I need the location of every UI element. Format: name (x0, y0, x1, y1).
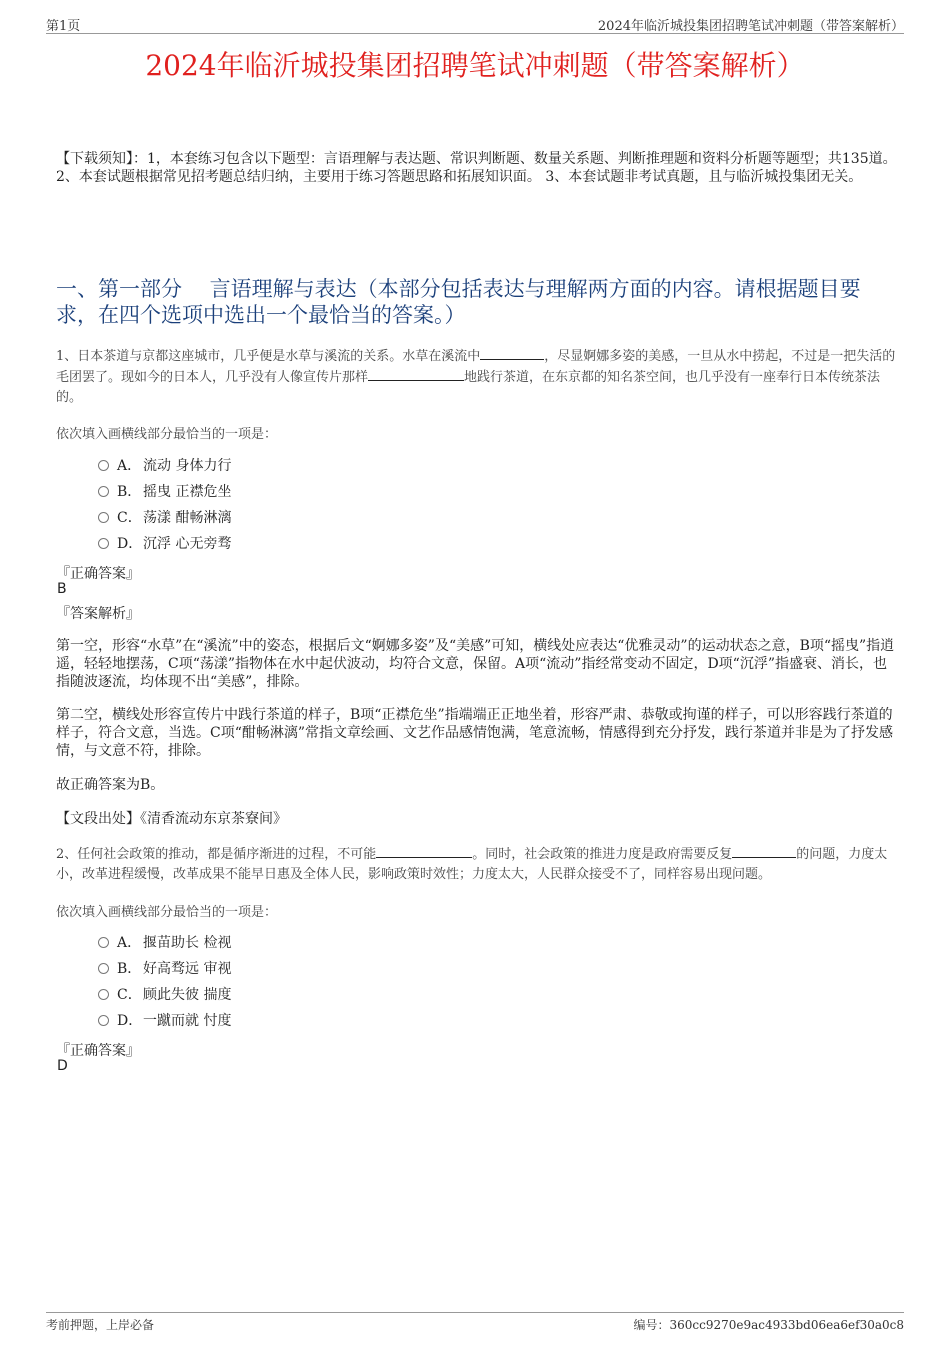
q1-answer: B (57, 581, 67, 597)
section-heading: 一、第一部分 言语理解与表达（本部分包括表达与理解两方面的内容。请根据题目要求，在四个选项中选出一个最恰当的答案。） (56, 277, 861, 327)
question-1-stem (56, 346, 898, 408)
q1-answer-label: 『正确答案』 (56, 566, 140, 582)
stem-text: ，尽显婀娜多姿的美感，一旦从水中捞起，不过是一把失活的毛团罢了。现如今的日本人，几乎没有人像宣传片那样 (56, 349, 896, 385)
stem-text: 。同时，社会政策的推进力度是政府需要反复 (472, 847, 733, 862)
option-text: 摇曳 正襟危坐 (143, 484, 232, 500)
q1-analysis-paragraph: 第二空，横线处形容宣传片中践行茶道的样子，B项“正襟危坐”指端端正正地坐着，形容严肃、恭敬或拘谨的样子，可以形容践行茶道的样子，符合文意，当选。C项“酣畅淋漓”常指文章绘画、文艺作品感情饱满，笔意流畅，情感得到充分抒发，践行茶道并非是为了抒发感情，与文意不符，排除。 (56, 707, 894, 759)
q2-option-b[interactable] (98, 959, 231, 979)
q1-source: 【文段出处】《清香流动东京茶寮间》 (56, 811, 287, 827)
q2-option-d[interactable] (98, 1011, 231, 1031)
option-text: 沉浮 心无旁骛 (143, 536, 232, 552)
radio-icon[interactable] (98, 538, 109, 549)
q1-option-b[interactable] (98, 482, 231, 502)
fill-blank (732, 844, 796, 858)
radio-icon[interactable] (98, 460, 109, 471)
option-letter: D． (117, 536, 143, 552)
option-text: 流动 身体力行 (143, 458, 232, 474)
radio-icon[interactable] (98, 989, 109, 1000)
q1-conclusion: 故正确答案为B。 (56, 777, 165, 793)
q2-answer-label: 『正确答案』 (56, 1043, 140, 1059)
option-letter: A． (117, 458, 142, 474)
q1-option-a[interactable] (98, 456, 231, 476)
page-footer (46, 1312, 904, 1332)
fill-blank (368, 367, 464, 381)
document-title: 2024年临沂城投集团招聘笔试冲刺题（带答案解析） (145, 49, 805, 82)
option-text: 顾此失彼 揣度 (143, 987, 232, 1003)
option-text: 一蹴而就 忖度 (143, 1013, 232, 1029)
header-doc-title: 2024年临沂城投集团招聘笔试冲刺题（带答案解析） (597, 19, 904, 34)
option-letter: D． (117, 1013, 143, 1029)
stem-text: 的问题，力度太小，改革进程缓慢，改革成果不能早日惠及全体人民，影响政策时效性；力度太大，人民群众接受不了，同样容易出现问题。 (56, 847, 888, 882)
footer-slogan: 考前押题，上岸必备 (46, 1318, 155, 1332)
question-2-prompt: 依次填入画横线部分最恰当的一项是： (56, 905, 278, 920)
question-1-prompt: 依次填入画横线部分最恰当的一项是： (56, 427, 278, 442)
footer-doc-id: 编号：360cc9270e9ac4933bd06ea6ef30a0c8 (633, 1318, 904, 1332)
stem-text: 2、任何社会政策的推动，都是循序渐进的过程，不可能 (56, 847, 377, 862)
option-letter: B． (117, 484, 142, 500)
radio-icon[interactable] (98, 512, 109, 523)
q1-option-c[interactable] (98, 508, 231, 528)
option-text: 荡漾 酣畅淋漓 (143, 510, 232, 526)
stem-text: 地践行茶道，在东京都的知名茶空间，也几乎没有一座奉行日本传统茶法的。 (56, 370, 881, 405)
question-2-stem (56, 844, 898, 885)
radio-icon[interactable] (98, 1015, 109, 1026)
option-letter: C． (117, 510, 142, 526)
page-number: 第1页 (46, 19, 81, 34)
option-text: 揠苗助长 检视 (143, 935, 232, 951)
q1-option-d[interactable] (98, 534, 231, 554)
q2-option-c[interactable] (98, 985, 231, 1005)
option-letter: B． (117, 961, 142, 977)
download-notice: 【下载须知】：1，本套练习包含以下题型：言语理解与表达题、常识判断题、数量关系题、判断推理题和资料分析题等题型；共135道。 2、本套试题根据常见招考题总结归纳，主要用于练习答题思路和拓展知识面。 3、本套试题非考试真题，且与临沂城投集团无关。 (56, 151, 897, 185)
option-letter: A． (117, 935, 142, 951)
option-text: 好高骛远 审视 (143, 961, 232, 977)
radio-icon[interactable] (98, 937, 109, 948)
stem-text: 1、日本茶道与京都这座城市，几乎便是水草与溪流的关系。水草在溪流中 (56, 349, 481, 364)
fill-blank (376, 844, 472, 858)
q1-analysis-label: 『答案解析』 (56, 606, 140, 622)
fill-blank (480, 346, 544, 360)
q1-analysis-paragraph: 第一空，形容“水草”在“溪流”中的姿态，根据后文“婀娜多姿”及“美感”可知，横线处应表达“优雅灵动”的运动状态之意，B项“摇曳”指逍遥，轻轻地摆荡，C项“荡漾”指物体在水中起伏波动，均符合文意，保留。A项“流动”指经常变动不固定，D项“沉浮”指盛衰、消长，也指随波逐流，均体现不出“美感”，排除。 (56, 638, 895, 690)
q2-answer: D (57, 1058, 68, 1074)
radio-icon[interactable] (98, 963, 109, 974)
page-header (46, 13, 904, 34)
option-letter: C． (117, 987, 142, 1003)
q2-option-a[interactable] (98, 933, 231, 953)
radio-icon[interactable] (98, 486, 109, 497)
